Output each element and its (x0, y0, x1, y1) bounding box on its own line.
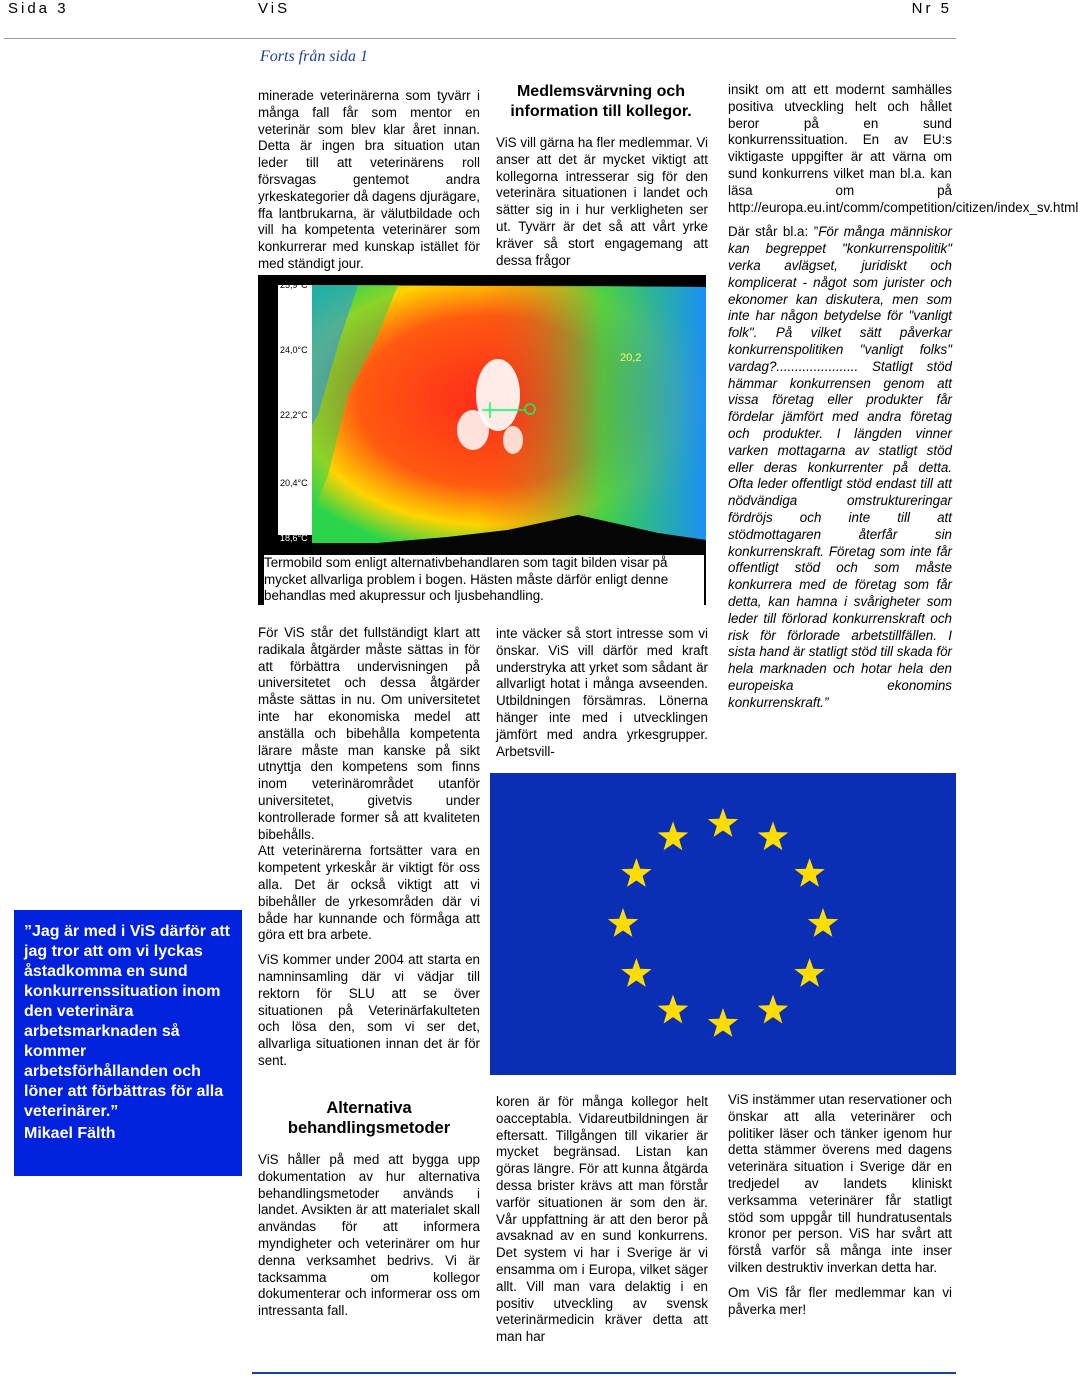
footer-rule (252, 1372, 956, 1374)
member-quote-text: ”Jag är med i ViS därför att jag tror att om vi lyckas åstadkomma en sund konkurrenssituation inom den veterinära arbetsmarknaden så kommer arbetsförhållanden och löner att förbättras för alla veterinärer.” (24, 923, 230, 1120)
article-column-1-middle (258, 625, 480, 1070)
paragraph: ViS kommer under 2004 att starta en namninsamling där vi vädjar till rektorn för SLU att se över situationen på Veterinärfakulteten och lösa den, som vi ser det, allvarliga situationen innan det är för sent. (258, 952, 480, 1068)
paragraph: inte väcker så stort intresse som vi önskar. ViS vill därför med kraft understryka att yrket som sådant är allvarligt hotat i många avseenden. Utbildningen försämras. Lönerna hänger inte med i utvecklingen jämfört med andra yrkesgrupper. Arbetsvill- (496, 626, 708, 759)
scale-tick: 20,4°C (280, 478, 308, 488)
article-column-3-top (728, 82, 1078, 711)
member-quote-box (14, 910, 242, 1176)
paragraph: Att veterinärerna fortsätter vara en kompetent yrkeskår är viktigt för oss alla. Det är också viktigt att vi bibehåller de yrkesområden där vi både har kunnande och förmåga att göra ett bra arbete. (258, 843, 480, 943)
eu-flag (490, 773, 956, 1075)
issue-number: Nr 5 (911, 0, 952, 17)
page-number: Sida 3 (8, 0, 69, 17)
paragraph: ViS instämmer utan reservationer och önskar att alla veterinärer och politiker läser och tänker igenom hur detta stämmer överens med dagens veterinära situation i Sverige där en tredjedel av landets kliniskt verksamma veterinärer får statligt stöd som uppgår till hundratusentals kronor per person. ViS har svårt att förstå varför så många inte inser vilken destruktiv inverkan detta har. (728, 1092, 952, 1275)
article-column-2-top (496, 135, 708, 269)
section-heading-alternative: Alternativa behandlingsmetoder (287, 1099, 451, 1137)
header-rule (4, 38, 956, 39)
scale-tick: 22,2°C (280, 410, 308, 420)
quote-intro: Där står bl.a: ” (728, 224, 819, 240)
eu-quote-text: För många människor kan begreppet "konkurrenspolitik" verka avlägset, juridiskt och komplicerat - något som jurister och ekonomer kan diskutera, men som inte har någon betydelse för "vanligt folk". På vilket sätt påverkar konkurrenspolitiken "vanligt folks" vardag?...................... Statligt stöd hämmar konkurrensen genom att vissa företag eller produkter får fördelar jämfört med andra företag och produkter. I längden vinner varken mottagarna av statligt stöd eller deras konkurrenter på detta. Ofta leder offentligt stöd endast till att nödvändiga omstruktureringar fördröjs och inte till att stödmottagaren återfår sin konkurrenskraft. Företag som inte får offentligt stöd och som måste konkurrera med de företag som får detta, kan hamna i svårigheter som leder till förlorad konkurrenskraft och risk för förlorade arbetstillfällen. I sista hand är statligt stöd till skada för hela marknaden och hotar hela den europeiska ekonomins konkurrenskraft.” (728, 224, 952, 710)
eu-quote-paragraph (728, 224, 952, 711)
paragraph: För ViS står det fullständigt klart att radikala åtgärder måste sättas in för att förbättra undervisningen på universitetet och dessa åtgärder måste sättas in nu. Om universitetet inte har ekonomiska medel att anställa och bibehålla kompetenta lärare måste man kanske på sikt utnyttja den kompetens som finns inom veterinärområdet utanför universitetet, givetvis under kontrollerade former så att kvaliteten bibehålls. (258, 625, 480, 842)
article-alternative-body (258, 1152, 480, 1320)
paragraph: koren är för många kollegor helt oacceptabla. Vidareutbildningen är eftersatt. Tillgången till vikarier är mycket begränsad. Listan kan göras längre. För att kunna åtgärda dessa brister krävs att man förstår varför situationen är som den är. Vår uppfattning är att den beror på avsaknad av en sund konkurrens. Det system vi har i Sverige är vi ensamma om i Europa, vilket säger allt. Vill man vara delaktig i en positiv utveckling av svensk veterinärmedicin kräver detta att man har (496, 1094, 708, 1345)
scale-tick: 24,0°C (280, 345, 308, 355)
publication-name: ViS (258, 0, 291, 17)
closing-paragraph: Om ViS får fler medlemmar kan vi påverka mer! (728, 1284, 952, 1317)
paragraph: minerade veterinärerna som tyvärr i många fall får som mentor en veterinär som blev klar året innan. Detta är ingen bra situation utan leder till att veterinärens roll försvagas gentemot andra yrkeskategorier då dagens djurägare, ffa lantbrukarna, är välutbildade och vill ha kompetenta veterinärer som konkurrerar med kunskap istället för med ständigt jour. (258, 88, 480, 271)
article-column-2-bottom (496, 1094, 708, 1346)
scale-tick: 18,6°C (280, 533, 308, 543)
section-heading-membership: Medlemsvärvning och information till kollegor. (510, 83, 692, 120)
paragraph: insikt om att ett modernt samhälles positiva utveckling helt och hållet beror på en sund konkurrenssituation. En av EU:s viktigaste uppgifter är att värna om sund konkurrens vilket man bl.a. kan läsa om på http://europa.eu.int/comm/competition/citizen/index_sv.html (728, 82, 1078, 215)
article-column-2-middle (496, 626, 708, 760)
continued-note: Forts från sida 1 (260, 48, 369, 65)
member-quote-author: Mikael Fälth (24, 1125, 116, 1142)
paragraph: ViS håller på med att bygga upp dokumentation av hur alternativa behandlingsmetoder används i landet. Avsikten är att materialet skall användas för att informera myndigheter och veterinärer om hur denna verksamhet bedrivs. Vi är tacksamma om kollegor dokumenterar och informerar oss om intressanta fall. (258, 1152, 480, 1319)
paragraph: ViS vill gärna ha fler medlemmar. Vi anser att det är mycket viktigt att kollegorna intresserar sig för den veterinära situationen i landet och sätter sig in i hur verkligheten ser ut. Tyvärr är det så att vårt yrke kräver så stort engagemang att dessa frågor (496, 135, 708, 268)
figure-caption: Termobild som enligt alternativbehandlaren som tagit bilden visar på mycket allvarliga problem i bogen. Hästen måste därför enligt denne behandlas med akupressur och ljusbehandling. (264, 555, 704, 605)
eu-flag-image (490, 773, 956, 1075)
scale-tick: 25,9°C (280, 280, 308, 290)
article-column-3-bottom (728, 1092, 952, 1318)
article-column-1-top (258, 88, 480, 273)
spot-temperature-label: 20,2 (620, 352, 642, 364)
